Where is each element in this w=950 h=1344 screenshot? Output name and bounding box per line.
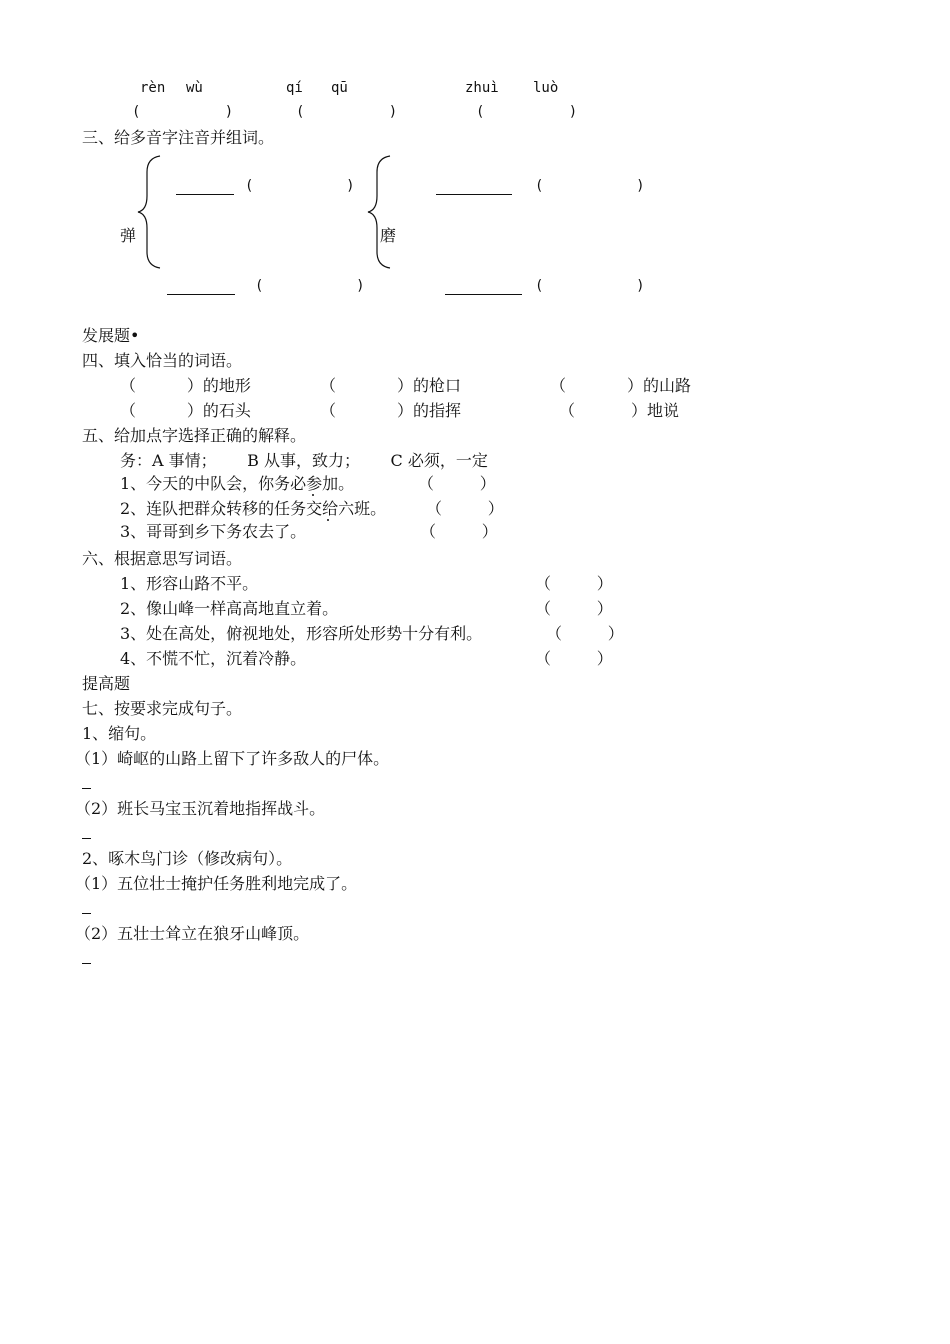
answer-paren[interactable]: （ ） bbox=[535, 574, 613, 593]
dev-heading: 发展题• bbox=[82, 326, 140, 345]
pinyin-3b: luò bbox=[533, 80, 559, 96]
fill-item[interactable]: （ ）的山路 bbox=[550, 376, 692, 395]
fill-item[interactable]: （ ）地说 bbox=[559, 401, 679, 420]
answer-line[interactable] bbox=[82, 913, 91, 914]
section3-title: 三、给多音字注音并组词。 bbox=[82, 128, 275, 147]
paren-blank[interactable]: ( ) bbox=[255, 278, 365, 294]
paren-blank[interactable]: ( ) bbox=[535, 178, 645, 194]
sentence-item: （1）五位壮士掩护任务胜利地完成了。 bbox=[75, 874, 358, 893]
answer-line[interactable] bbox=[82, 838, 91, 839]
sentence-item: （2）班长马宝玉沉着地指挥战斗。 bbox=[75, 799, 326, 818]
answer-paren[interactable]: （ ） bbox=[418, 474, 496, 493]
fill-item[interactable]: （ ）的指挥 bbox=[320, 401, 462, 420]
pinyin-2b: qū bbox=[331, 80, 348, 96]
emphasis-dot bbox=[312, 494, 314, 496]
question-item: 3、处在高处，俯视地处，形容所处形势十分有利。 bbox=[120, 624, 483, 643]
brace-graphics bbox=[0, 0, 950, 320]
polyphone-char-mo: 磨 bbox=[380, 226, 397, 245]
answer-paren[interactable]: （ ） bbox=[546, 624, 624, 643]
question-item: 1、今天的中队会，你务必参加。 bbox=[120, 474, 355, 493]
definition-options: 务：A 事情； B 从事，致力； C 必须，一定 bbox=[120, 451, 488, 470]
blank-line[interactable] bbox=[436, 194, 512, 195]
section4-title: 四、填入恰当的词语。 bbox=[82, 351, 243, 370]
polyphone-char-dan: 弹 bbox=[120, 226, 137, 245]
question-item: 4、不慌不忙，沉着冷静。 bbox=[120, 649, 307, 668]
sentence-item: （2）五壮士耸立在狼牙山峰顶。 bbox=[75, 924, 310, 943]
fill-item[interactable]: （ ）的枪口 bbox=[320, 376, 462, 395]
sentence-item: （1）崎岖的山路上留下了许多敌人的尸体。 bbox=[75, 749, 390, 768]
answer-paren[interactable]: （ ） bbox=[426, 499, 504, 518]
paren-blank[interactable]: ( ) bbox=[245, 178, 355, 194]
part-heading: 1、缩句。 bbox=[82, 724, 157, 743]
section7-title: 七、按要求完成句子。 bbox=[82, 699, 243, 718]
pinyin-answer-3[interactable]: ( ) bbox=[476, 104, 578, 120]
pinyin-2a: qí bbox=[286, 80, 303, 96]
question-item: 2、像山峰一样高高地直立着。 bbox=[120, 599, 339, 618]
answer-line[interactable] bbox=[82, 788, 91, 789]
blank-line[interactable] bbox=[176, 194, 234, 195]
answer-paren[interactable]: （ ） bbox=[535, 649, 613, 668]
question-item: 3、哥哥到乡下务农去了。 bbox=[120, 522, 307, 541]
blank-line[interactable] bbox=[167, 294, 235, 295]
question-item: 2、连队把群众转移的任务交给六班。 bbox=[120, 499, 387, 518]
answer-paren[interactable]: （ ） bbox=[420, 522, 498, 541]
part-heading: 2、啄木鸟门诊（修改病句）。 bbox=[82, 849, 293, 868]
section5-title: 五、给加点字选择正确的解释。 bbox=[82, 426, 307, 445]
pinyin-1b: wù bbox=[186, 80, 203, 96]
brace-right-icon bbox=[368, 156, 390, 268]
brace-left-icon bbox=[138, 156, 160, 268]
emphasis-dot bbox=[327, 519, 329, 521]
pinyin-3a: zhuì bbox=[465, 80, 499, 96]
fill-item[interactable]: （ ）的石头 bbox=[120, 401, 251, 420]
pinyin-answer-1[interactable]: ( ) bbox=[132, 104, 234, 120]
pinyin-answer-2[interactable]: ( ) bbox=[296, 104, 398, 120]
pinyin-1a: rèn bbox=[140, 80, 166, 96]
advanced-heading: 提高题 bbox=[82, 674, 131, 693]
paren-blank[interactable]: ( ) bbox=[535, 278, 645, 294]
question-item: 1、形容山路不平。 bbox=[120, 574, 259, 593]
answer-paren[interactable]: （ ） bbox=[535, 599, 613, 618]
answer-line[interactable] bbox=[82, 963, 91, 964]
blank-line[interactable] bbox=[445, 294, 522, 295]
section6-title: 六、根据意思写词语。 bbox=[82, 549, 243, 568]
fill-item[interactable]: （ ）的地形 bbox=[120, 376, 251, 395]
